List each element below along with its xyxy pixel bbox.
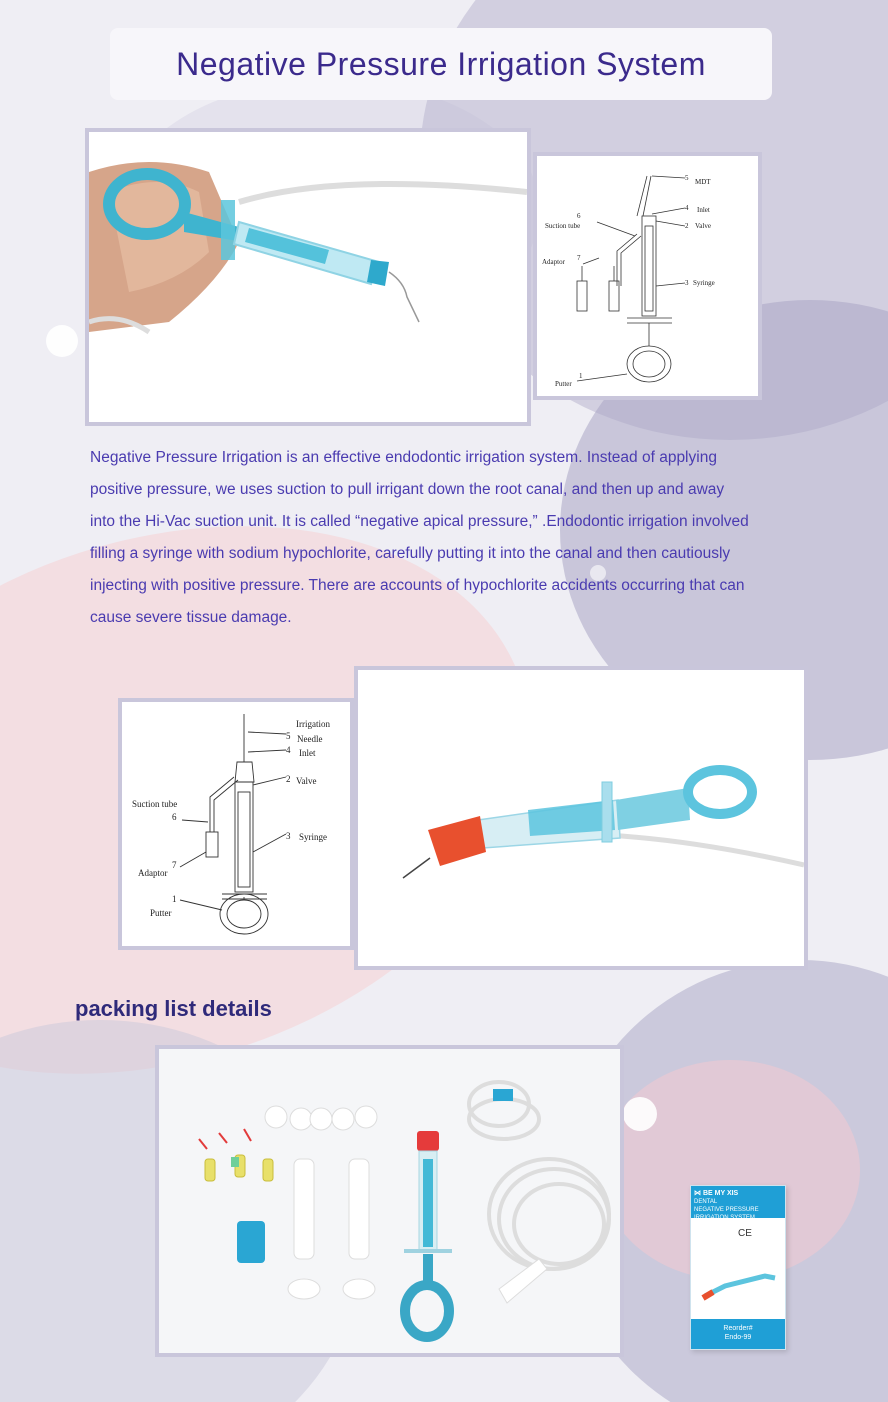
diag2-num-2: 2 (286, 774, 291, 784)
diag2-label-adaptor: Adaptor (138, 868, 168, 878)
diag2-label-suction-tube: Suction tube (132, 799, 178, 809)
product-box-footer (691, 1319, 785, 1349)
box-reorder-code: Endo-99 (724, 1334, 752, 1341)
diag2-label-inlet: Inlet (299, 748, 316, 758)
diag1-num-3: 3 (685, 279, 689, 287)
photo-syringe-product (354, 666, 808, 970)
diag2-num-3: 3 (286, 831, 291, 841)
diag1-label-suction-tube: Suction tube (545, 222, 581, 230)
syringe-product-illustration (358, 670, 804, 966)
diag1-num-1: 1 (579, 372, 583, 380)
diag2-num-4: 4 (286, 745, 291, 755)
diag1-label-inlet: Inlet (697, 206, 710, 214)
product-box-header (691, 1186, 785, 1221)
brand-logo-icon: ⋈ (694, 1190, 701, 1197)
photo-packing-list (155, 1045, 624, 1357)
diag1-num-6: 6 (577, 212, 581, 220)
title-banner (110, 28, 772, 100)
diag2-num-5: 5 (286, 731, 291, 741)
diag2-num-7: 7 (172, 860, 177, 870)
product-box (690, 1185, 786, 1350)
box-brand: BE MY XIS (702, 1190, 739, 1197)
diag2-label-valve: Valve (296, 776, 317, 786)
packing-list-illustration (159, 1049, 620, 1353)
box-brand-2: DENTAL (694, 1199, 718, 1205)
diagram-top-right (533, 152, 762, 400)
photo-hand-syringe (85, 128, 531, 426)
packing-list-title: packing list details (75, 996, 272, 1021)
hand-syringe-illustration (89, 132, 527, 422)
box-syringe-image (695, 1256, 783, 1316)
diag1-num-4: 4 (685, 204, 689, 212)
diag1-label-putter: Putter (555, 380, 572, 388)
diag1-label-adaptor: Adaptor (542, 258, 565, 266)
box-reorder-label: Reorder# (723, 1325, 753, 1332)
diag1-label-mdt: MDT (695, 178, 711, 186)
description-paragraph: Negative Pressure Irrigation is an effective endodontic irrigation system. Instead of applying positive pressure, we uses suction to pull irrigant down the root canal, and then up and away into the Hi-Vac suction unit. It is called “negative apical pressure,” .Endodontic irrigation involved filling a syringe with sodium hypochlorite, carefully putting it into the canal and then cautiously injecting with positive pressure. There are accounts of hypochlorite accidents occurring that can cause severe tissue damage. (90, 449, 749, 626)
diag2-num-1: 1 (172, 894, 177, 904)
diag1-num-5: 5 (685, 174, 689, 182)
diag1-label-valve: Valve (695, 222, 711, 230)
diag1-label-syringe: Syringe (693, 279, 715, 287)
diag1-num-2: 2 (685, 222, 689, 230)
page-title: Negative Pressure Irrigation System (176, 45, 706, 82)
diag2-label-syringe: Syringe (299, 832, 327, 842)
box-product-name: NEGATIVE PRESSURE IRRIGATION SYSTEM (694, 1207, 759, 1221)
ce-mark: CE (738, 1228, 752, 1239)
diag2-num-6: 6 (172, 812, 177, 822)
diag2-label-putter: Putter (150, 908, 172, 918)
diag2-label-needle: Needle (297, 734, 323, 744)
diag1-num-7: 7 (577, 254, 581, 262)
diagram-bottom-left (118, 698, 354, 950)
diag2-label-irrigation: Irrigation (296, 719, 330, 729)
